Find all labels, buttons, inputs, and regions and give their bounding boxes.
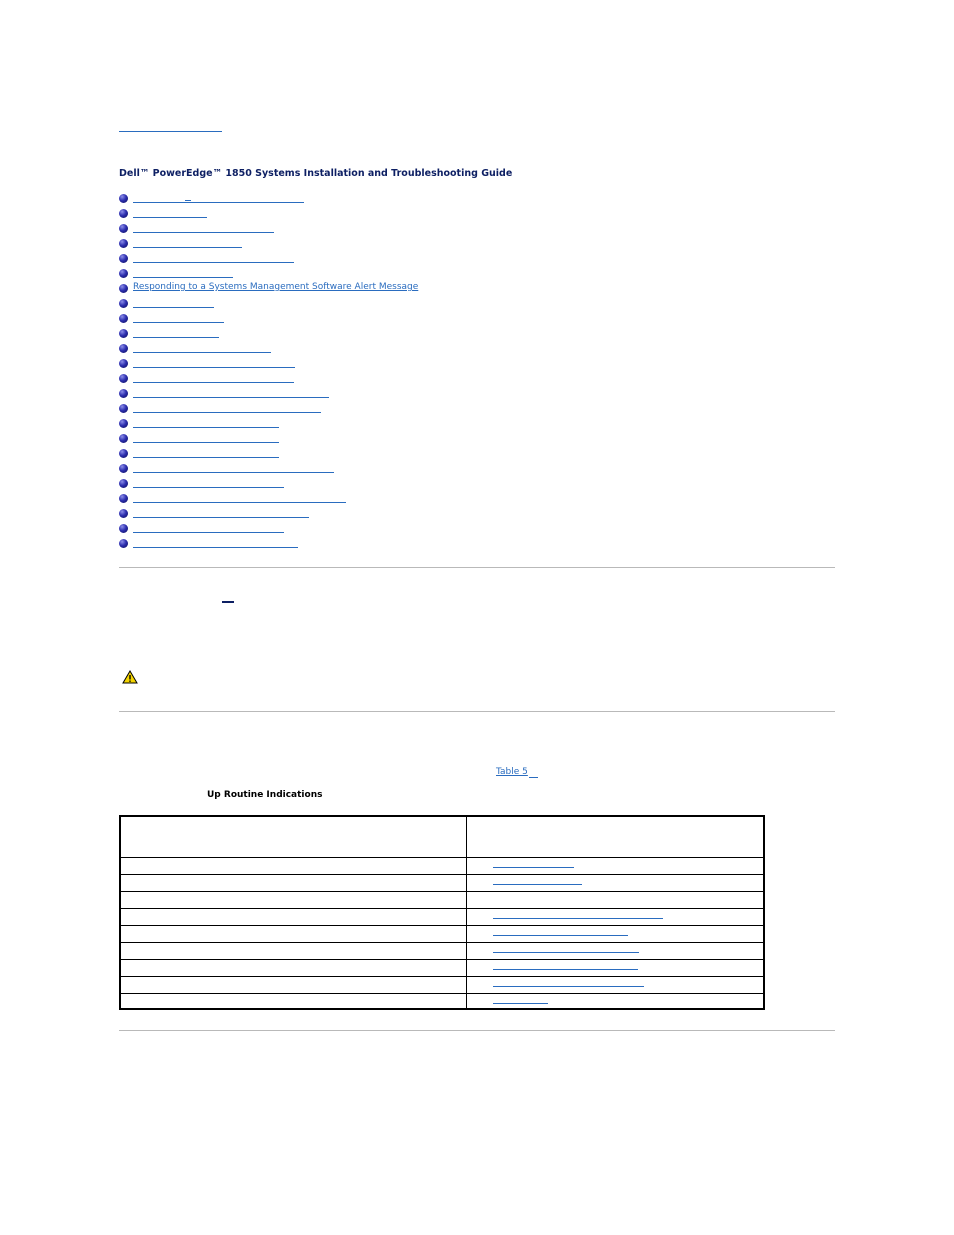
toc-link[interactable] [133, 547, 298, 548]
toc-link[interactable] [133, 397, 329, 398]
table-row-link[interactable] [493, 969, 638, 970]
toc-link[interactable] [133, 262, 294, 263]
toc-link[interactable] [133, 217, 207, 218]
table-row-border [121, 993, 763, 994]
table-row-border [121, 959, 763, 960]
toc-link[interactable] [133, 202, 304, 203]
caution-icon [122, 670, 138, 684]
toc-link[interactable] [133, 337, 219, 338]
toc-bullet [119, 524, 128, 533]
toc-bullet [119, 344, 128, 353]
toc-bullet [119, 269, 128, 278]
toc-bullet [119, 494, 128, 503]
page-title: Dell™ PowerEdge™ 1850 Systems Installation and Troubleshooting Guide [119, 168, 513, 179]
toc-bullet [119, 509, 128, 518]
table-row-border [121, 908, 763, 909]
toc-link[interactable] [133, 487, 284, 488]
toc-bullet [119, 239, 128, 248]
divider-2 [119, 711, 835, 712]
toc-link[interactable] [133, 232, 274, 233]
toc-bullet [119, 434, 128, 443]
toc-bullet [119, 464, 128, 473]
toc-link[interactable] [133, 277, 233, 278]
toc-link[interactable] [133, 382, 294, 383]
toc-bullet [119, 224, 128, 233]
table-caption: Up Routine Indications [207, 790, 323, 800]
table-row-link[interactable] [493, 1003, 548, 1004]
toc-bullet [119, 314, 128, 323]
toc-link[interactable] [133, 472, 334, 473]
toc-bullet [119, 389, 128, 398]
table-row-border [121, 857, 763, 858]
toc-link[interactable] [133, 427, 279, 428]
table-5-link[interactable]: Table 5 [496, 767, 528, 777]
table-row-border [121, 891, 763, 892]
toc-bullet [119, 299, 128, 308]
table-row-link[interactable] [493, 952, 639, 953]
table-row-link[interactable] [493, 986, 644, 987]
table-row-border [121, 976, 763, 977]
toc-link[interactable] [133, 517, 309, 518]
table-row-link[interactable] [493, 935, 628, 936]
toc-bullet [119, 359, 128, 368]
toc-link[interactable] [133, 412, 321, 413]
table-row-link[interactable] [493, 884, 582, 885]
toc-bullet [119, 194, 128, 203]
toc-link[interactable] [133, 352, 271, 353]
toc-link[interactable] [133, 502, 346, 503]
toc-link[interactable] [133, 322, 224, 323]
toc-link[interactable] [133, 307, 214, 308]
heading-mark [222, 601, 234, 603]
toc-bullet [119, 374, 128, 383]
indications-table [119, 815, 765, 1010]
toc-link[interactable] [133, 532, 284, 533]
toc-bullet [119, 419, 128, 428]
table-row-border [121, 874, 763, 875]
divider-3 [119, 1030, 835, 1031]
table-column-divider [466, 817, 467, 1008]
toc-link-alert-message[interactable]: Responding to a Systems Management Software Alert Message [133, 282, 419, 292]
toc-link[interactable] [133, 457, 279, 458]
top-link[interactable] [119, 131, 222, 132]
table-row-border [121, 942, 763, 943]
table-row-border [121, 925, 763, 926]
toc-bullet [119, 539, 128, 548]
toc-bullet [119, 254, 128, 263]
table-5-link-underline-tail [529, 777, 538, 778]
toc-bullet [119, 209, 128, 218]
table-row-link[interactable] [493, 867, 574, 868]
toc-link[interactable] [133, 247, 242, 248]
toc-link[interactable] [133, 442, 279, 443]
toc-bullet [119, 449, 128, 458]
toc-bullet [119, 284, 128, 293]
toc-bullet [119, 479, 128, 488]
table-row-link[interactable] [493, 918, 663, 919]
divider-1 [119, 567, 835, 568]
toc-bullet [119, 329, 128, 338]
toc-link-mark [185, 200, 191, 201]
toc-link[interactable] [133, 367, 295, 368]
toc-bullet [119, 404, 128, 413]
